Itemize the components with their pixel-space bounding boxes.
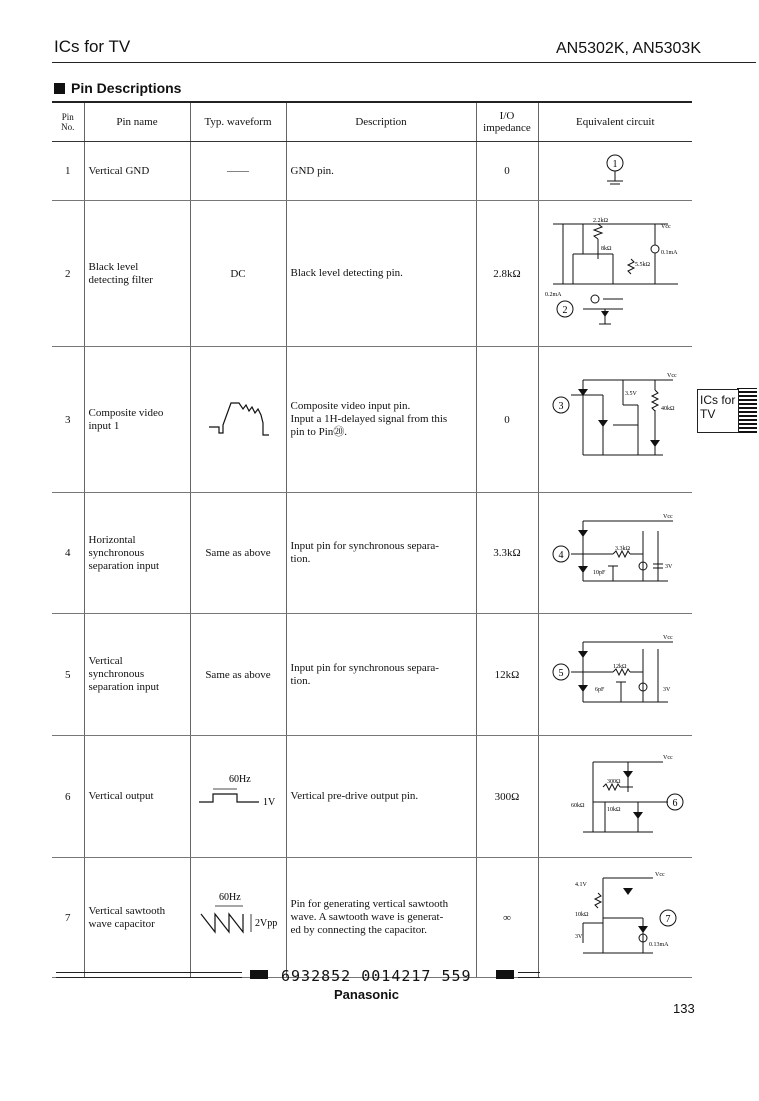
io-impedance: 0	[476, 142, 538, 201]
circuit-label: 300Ω	[606, 778, 620, 785]
section-title	[54, 80, 181, 96]
waveform-text: DC	[190, 201, 286, 347]
table-row	[52, 736, 692, 858]
pulse-waveform-icon	[195, 772, 285, 822]
equivalent-circuit	[538, 736, 692, 858]
pin-number: 6	[52, 736, 84, 858]
equivalent-circuit	[538, 347, 692, 493]
pin-description: Pin for generating vertical sawtooth wave. A sawtooth wave is generat- ed by connecting the capacitor.	[286, 858, 476, 978]
circuit-label: 40kΩ	[660, 405, 674, 412]
footer-rule	[56, 977, 242, 978]
waveform-text: Same as above	[190, 493, 286, 614]
pin-description: Black level detecting pin.	[286, 201, 476, 347]
page-number: 133	[673, 1001, 695, 1016]
circuit-pin-label: 7	[665, 913, 670, 925]
pin-name: Composite video input 1	[84, 347, 190, 493]
pin-name: Vertical output	[84, 736, 190, 858]
pin-number: 3	[52, 347, 84, 493]
section-title-text: Pin Descriptions	[71, 80, 182, 96]
circuit-label: 10kΩ	[606, 806, 620, 813]
table-row	[52, 201, 692, 347]
circuit-diagram-icon	[543, 214, 689, 334]
circuit-label: Vcc	[662, 635, 673, 641]
io-impedance: 300Ω	[476, 736, 538, 858]
waveform-pulse	[190, 736, 286, 858]
circuit-label: Vcc	[662, 513, 673, 520]
circuit-label: 0.1mA	[660, 249, 677, 256]
circuit-label: 3V	[574, 933, 582, 940]
table-row	[52, 142, 692, 201]
waveform-amplitude: 1V	[262, 796, 275, 808]
pin-description: Vertical pre-drive output pin.	[286, 736, 476, 858]
circuit-diagram-icon	[543, 506, 689, 601]
pin-name: Black level detecting filter	[84, 201, 190, 347]
pin-description: Input pin for synchronous separa- tion.	[286, 614, 476, 736]
table-row	[52, 493, 692, 614]
footer-rule	[518, 972, 540, 973]
header-rule	[52, 62, 756, 63]
equivalent-circuit	[538, 614, 692, 736]
waveform-frequency: 60Hz	[228, 773, 251, 785]
circuit-label: 3V	[662, 687, 670, 693]
equivalent-circuit	[538, 858, 692, 978]
video-waveform-icon	[203, 395, 273, 445]
table-row	[52, 858, 692, 978]
circuit-label: 12kΩ	[612, 664, 626, 670]
circuit-diagram-icon	[543, 627, 689, 722]
pin-description: Composite video input pin. Input a 1H-delayed signal from this pin to Pin⑳.	[286, 347, 476, 493]
col-pin-no: Pin No.	[52, 102, 84, 142]
io-impedance: ∞	[476, 858, 538, 978]
waveform-video	[190, 347, 286, 493]
circuit-label: 60kΩ	[570, 802, 584, 809]
circuit-diagram-icon	[545, 151, 685, 191]
circuit-label: 2.2kΩ	[592, 217, 608, 224]
waveform-frequency: 60Hz	[218, 892, 241, 903]
footer-barcode-number: 6932852 0014217 559	[281, 967, 472, 985]
pin-number: 1	[52, 142, 84, 201]
io-impedance: 0	[476, 347, 538, 493]
circuit-label: 10kΩ	[574, 911, 588, 918]
circuit-label: 0.13mA	[648, 941, 668, 948]
header-part-numbers: AN5302K, AN5303K	[556, 40, 701, 57]
io-impedance: 2.8kΩ	[476, 201, 538, 347]
circuit-label: Vcc	[666, 372, 677, 379]
pin-number: 4	[52, 493, 84, 614]
circuit-label: 0.2mA	[544, 291, 561, 298]
circuit-pin-label: 3	[558, 400, 563, 412]
waveform-amplitude: 2Vpp	[254, 918, 277, 929]
circuit-pin-label: 6	[672, 797, 677, 809]
pin-descriptions-table	[52, 101, 692, 978]
io-impedance: 3.3kΩ	[476, 493, 538, 614]
header-section-label: ICs for TV	[54, 37, 131, 56]
table-row	[52, 614, 692, 736]
io-impedance: 12kΩ	[476, 614, 538, 736]
circuit-label: Vcc	[654, 871, 665, 878]
waveform-saw	[190, 858, 286, 978]
footer-black-block	[250, 970, 268, 979]
table-header-row	[52, 102, 692, 142]
table-row	[52, 347, 692, 493]
col-pin-name: Pin name	[84, 102, 190, 142]
circuit-label: 10pF	[592, 569, 605, 576]
footer-rule	[56, 972, 242, 973]
circuit-label: 3V	[664, 563, 672, 570]
circuit-label: 6pF	[594, 687, 604, 693]
circuit-label: Vcc	[660, 223, 671, 230]
pin-name: Vertical synchronous separation input	[84, 614, 190, 736]
pin-number: 2	[52, 201, 84, 347]
sawtooth-waveform-icon	[195, 890, 285, 945]
circuit-label: 4.1V	[574, 881, 587, 888]
circuit-diagram-icon	[543, 747, 689, 847]
waveform-dash: ——	[190, 142, 286, 201]
circuit-diagram-icon	[543, 868, 689, 968]
circuit-pin-label: 5	[558, 668, 563, 679]
footer-rule	[518, 977, 540, 978]
brand-logo-text: Panasonic	[334, 987, 400, 1002]
equivalent-circuit	[538, 493, 692, 614]
side-tab-stripes	[739, 389, 757, 433]
pin-name: Vertical GND	[84, 142, 190, 201]
circuit-pin-label: 1	[612, 159, 618, 170]
circuit-label: 3.5V	[624, 390, 637, 397]
pin-description: Input pin for synchronous separa- tion.	[286, 493, 476, 614]
square-bullet-icon	[54, 83, 65, 94]
footer-black-block	[496, 970, 514, 979]
pin-number: 5	[52, 614, 84, 736]
col-description: Description	[286, 102, 476, 142]
col-waveform: Typ. waveform	[190, 102, 286, 142]
waveform-text: Same as above	[190, 614, 286, 736]
circuit-label: 3.3kΩ	[614, 545, 630, 552]
circuit-pin-label: 4	[558, 549, 563, 561]
side-tab-ics-for-tv: ICs for TV	[697, 389, 739, 433]
col-io-impedance: I/O impedance	[476, 102, 538, 142]
equivalent-circuit	[538, 201, 692, 347]
circuit-pin-label: 2	[562, 304, 567, 316]
circuit-label: 8kΩ	[600, 245, 611, 252]
pin-number: 7	[52, 858, 84, 978]
circuit-diagram-icon	[543, 365, 689, 475]
equivalent-circuit	[538, 142, 692, 201]
pin-name: Vertical sawtooth wave capacitor	[84, 858, 190, 978]
circuit-label: 5.5kΩ	[634, 261, 650, 268]
pin-description: GND pin.	[286, 142, 476, 201]
col-equivalent-circuit: Equivalent circuit	[538, 102, 692, 142]
circuit-label: Vcc	[662, 754, 673, 761]
pin-name: Horizontal synchronous separation input	[84, 493, 190, 614]
